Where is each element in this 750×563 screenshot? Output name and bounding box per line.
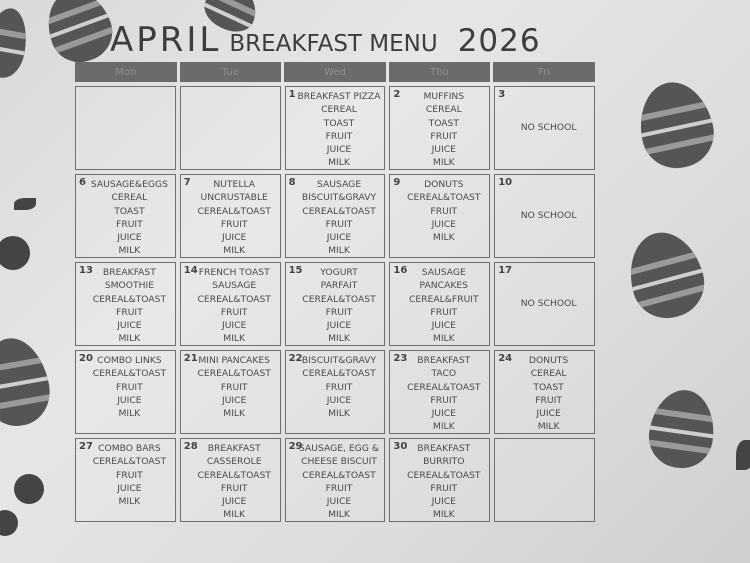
menu-item: COMBO LINKS — [97, 355, 162, 366]
menu-item: FRUIT — [220, 482, 248, 494]
menu-item: BREAKFAST — [417, 355, 471, 366]
menu-item: MILK — [223, 245, 246, 257]
easter-egg-icon — [645, 386, 719, 472]
menu-item: CEREAL&TOAST — [197, 293, 271, 305]
menu-item: JUICE — [326, 394, 352, 406]
menu-item: CEREAL — [111, 192, 148, 204]
calendar-day-cell — [180, 438, 281, 522]
menu-item: YOGURT — [320, 267, 358, 278]
menu-item: FRUIT — [430, 205, 458, 217]
calendar-day-cell — [285, 86, 386, 170]
menu-item: JUICE — [326, 144, 352, 156]
menu-item: DONUTS — [424, 179, 464, 190]
menu-item: TOAST — [323, 117, 355, 129]
calendar-day-cell — [285, 174, 386, 258]
menu-item: FRUIT — [116, 218, 143, 230]
menu-item: FRUIT — [325, 306, 353, 318]
day-number: 9 — [393, 177, 401, 188]
menu-item: MILK — [223, 408, 246, 420]
day-number: 22 — [288, 353, 303, 364]
menu-item: FRUIT — [220, 218, 248, 230]
day-number: 10 — [498, 177, 513, 188]
menu-item: CASSEROLE — [206, 456, 262, 468]
menu-item: NO SCHOOL — [520, 122, 577, 134]
day-number: 13 — [79, 265, 93, 276]
menu-item: JUICE — [431, 496, 456, 508]
menu-item: MILK — [537, 421, 560, 433]
page-title — [110, 20, 590, 62]
calendar-day-cell — [285, 262, 386, 346]
menu-item: BREAKFAST — [102, 267, 156, 278]
title-month: APRIL — [110, 20, 222, 60]
day-number: 28 — [183, 441, 198, 452]
menu-item: MILK — [118, 496, 141, 508]
menu-item: JUICE — [222, 232, 247, 244]
menu-item: PANCAKES — [419, 280, 469, 292]
menu-item: MUFFINS — [423, 91, 465, 102]
menu-item: MILK — [328, 408, 350, 420]
menu-item: NO SCHOOL — [520, 298, 577, 310]
menu-item: BISCUIT&GRAVY — [301, 192, 377, 204]
menu-item: JUICE — [326, 496, 352, 508]
menu-item: FRENCH TOAST — [198, 267, 270, 278]
menu-item: FRUIT — [430, 306, 458, 318]
menu-item: DONUTS — [528, 355, 569, 366]
day-number: 7 — [183, 177, 191, 188]
calendar-day-cell — [75, 350, 176, 434]
menu-item: MILK — [223, 509, 246, 521]
day-number: 30 — [393, 441, 408, 452]
easter-egg-icon — [0, 5, 32, 81]
menu-item: PARFAIT — [320, 280, 358, 292]
title-year: 2026 — [457, 23, 541, 59]
menu-item: MILK — [432, 509, 455, 521]
calendar-day-cell — [389, 86, 490, 170]
menu-item: JUICE — [431, 408, 456, 420]
menu-item: SAUSAGE — [421, 267, 466, 278]
menu-item: BREAKFAST — [207, 443, 261, 454]
menu-item: TOAST — [533, 381, 564, 393]
menu-item: FRUIT — [325, 381, 353, 393]
day-number: 15 — [288, 265, 303, 276]
menu-items — [495, 87, 594, 169]
menu-items — [76, 87, 175, 90]
menu-item: CEREAL&TOAST — [407, 192, 481, 204]
calendar-day-cell — [494, 262, 595, 346]
menu-item: FRUIT — [325, 130, 353, 142]
menu-item: FRUIT — [535, 394, 562, 406]
menu-item: MILK — [223, 333, 246, 345]
menu-item: MILK — [328, 509, 350, 521]
menu-item: FRUIT — [116, 306, 143, 318]
menu-items — [76, 175, 175, 258]
menu-item: TACO — [431, 368, 457, 380]
menu-items — [286, 87, 385, 170]
easter-egg-icon — [0, 333, 55, 431]
menu-item: BREAKFAST PIZZA — [297, 91, 381, 102]
menu-item: BURRITO — [423, 456, 465, 468]
menu-item: CEREAL — [530, 368, 567, 380]
menu-item: NO SCHOOL — [520, 210, 577, 222]
day-number: 17 — [498, 265, 513, 276]
menu-item: JUICE — [431, 320, 456, 332]
menu-item: MILK — [118, 333, 141, 345]
day-number: 20 — [79, 353, 93, 364]
leaf-icon — [736, 440, 750, 470]
menu-item: TOAST — [428, 117, 459, 129]
menu-items — [181, 87, 280, 90]
menu-item: CEREAL&TOAST — [302, 293, 376, 305]
day-number: 2 — [393, 89, 401, 100]
calendar-day-cell — [180, 350, 281, 434]
menu-item: CEREAL — [321, 104, 357, 116]
day-number: 24 — [498, 353, 513, 364]
menu-item: FRUIT — [430, 394, 458, 406]
menu-item: CHEESE BISCUIT — [301, 456, 377, 468]
menu-items — [495, 439, 594, 442]
weekday-fri: Fri — [493, 62, 595, 82]
menu-item: COMBO BARS — [98, 443, 161, 454]
weekday-header — [75, 62, 595, 82]
menu-item: SAUSAGE — [212, 280, 257, 292]
calendar-day-cell — [180, 174, 281, 258]
day-number: 6 — [79, 177, 86, 188]
calendar-day-cell — [389, 174, 490, 258]
menu-item: SMOOTHIE — [104, 280, 155, 292]
menu-item: FRUIT — [116, 469, 143, 481]
menu-item: CEREAL&TOAST — [92, 456, 167, 468]
calendar-day-cell — [389, 438, 490, 522]
menu-item: CEREAL&TOAST — [302, 205, 376, 217]
calendar-day-cell — [494, 174, 595, 258]
menu-item: MILK — [328, 245, 350, 257]
day-number: 8 — [288, 177, 296, 188]
menu-items — [286, 175, 385, 258]
leaf-icon — [14, 198, 36, 210]
calendar-day-cell — [180, 262, 281, 346]
menu-item: MILK — [432, 333, 455, 345]
title-menu: BREAKFAST MENU — [229, 31, 438, 57]
menu-item: FRUIT — [116, 381, 143, 393]
weekday-wed: Wed — [284, 62, 386, 82]
easter-egg-icon — [38, 0, 121, 70]
calendar-day-cell — [75, 262, 176, 346]
menu-item: MILK — [432, 157, 455, 169]
menu-item: NUTELLA — [213, 179, 256, 190]
flower-icon — [0, 236, 30, 270]
menu-item: JUICE — [117, 394, 142, 406]
calendar-day-cell — [75, 438, 176, 522]
menu-item: JUICE — [117, 320, 142, 332]
menu-item: FRUIT — [220, 306, 248, 318]
menu-item: MILK — [432, 421, 455, 433]
calendar-day-cell — [389, 262, 490, 346]
menu-item: SAUSAGE, EGG & — [298, 443, 380, 454]
menu-item: BREAKFAST — [417, 443, 471, 454]
menu-item: JUICE — [222, 496, 247, 508]
menu-item: TOAST — [114, 205, 145, 217]
calendar-day-cell — [494, 86, 595, 170]
menu-item: CEREAL&TOAST — [197, 368, 271, 380]
menu-item: MILK — [432, 232, 455, 244]
calendar-day-cell — [180, 86, 281, 170]
menu-item: CEREAL&TOAST — [302, 469, 376, 481]
menu-item: CEREAL&TOAST — [407, 381, 481, 393]
menu-item: CEREAL&TOAST — [92, 368, 167, 380]
day-number: 16 — [393, 265, 408, 276]
menu-item: CEREAL&TOAST — [197, 205, 271, 217]
flower-icon — [0, 510, 18, 536]
day-number: 1 — [288, 89, 296, 100]
menu-item: JUICE — [326, 320, 352, 332]
menu-item: FRUIT — [325, 218, 353, 230]
calendar-day-cell — [285, 438, 386, 522]
menu-item: CEREAL&FRUIT — [408, 293, 479, 305]
menu-item: MILK — [118, 245, 141, 257]
menu-item: JUICE — [536, 408, 561, 420]
menu-item: JUICE — [117, 232, 142, 244]
menu-item: CEREAL&TOAST — [302, 368, 376, 380]
day-number: 27 — [79, 441, 93, 452]
weekday-mon: Mon — [75, 62, 177, 82]
menu-items — [390, 175, 489, 244]
menu-item: MILK — [328, 157, 350, 169]
calendar-day-cell — [389, 350, 490, 434]
menu-item: UNCRUSTABLE — [200, 192, 268, 204]
calendar-day-cell — [494, 438, 595, 522]
menu-item: CEREAL&TOAST — [407, 469, 481, 481]
menu-item: JUICE — [222, 394, 247, 406]
menu-item: FRUIT — [325, 482, 353, 494]
menu-items — [181, 175, 280, 258]
menu-item: FRUIT — [430, 130, 458, 142]
easter-egg-icon — [632, 75, 720, 174]
menu-item: MINI PANCAKES — [198, 355, 270, 366]
menu-items — [390, 87, 489, 170]
day-number: 21 — [183, 353, 198, 364]
menu-item: FRUIT — [430, 482, 458, 494]
menu-item: SAUSAGE — [316, 179, 362, 190]
menu-item: JUICE — [222, 320, 247, 332]
calendar-day-cell — [285, 350, 386, 434]
menu-item: SAUSAGE&EGGS — [90, 179, 168, 190]
day-number: 3 — [498, 89, 506, 100]
menu-item: CEREAL&TOAST — [92, 293, 167, 305]
calendar-grid — [75, 86, 595, 522]
day-number: 29 — [288, 441, 303, 452]
easter-egg-icon — [620, 224, 712, 326]
day-number: 14 — [183, 265, 198, 276]
menu-item: CEREAL&TOAST — [197, 469, 271, 481]
calendar-day-cell — [494, 350, 595, 434]
menu-item: MILK — [118, 408, 141, 420]
flower-icon — [14, 474, 44, 504]
calendar-day-cell — [75, 86, 176, 170]
menu-item: JUICE — [117, 482, 142, 494]
menu-item: MILK — [328, 333, 350, 345]
calendar-day-cell — [75, 174, 176, 258]
menu-item: JUICE — [326, 232, 352, 244]
weekday-tue: Tue — [180, 62, 282, 82]
menu-item: BISCUIT&GRAVY — [301, 355, 377, 366]
menu-item: JUICE — [431, 218, 456, 230]
day-number: 23 — [393, 353, 408, 364]
menu-item: JUICE — [431, 144, 456, 156]
menu-item: CEREAL — [425, 104, 462, 116]
menu-item: FRUIT — [220, 381, 248, 393]
weekday-thu: Thu — [389, 62, 491, 82]
